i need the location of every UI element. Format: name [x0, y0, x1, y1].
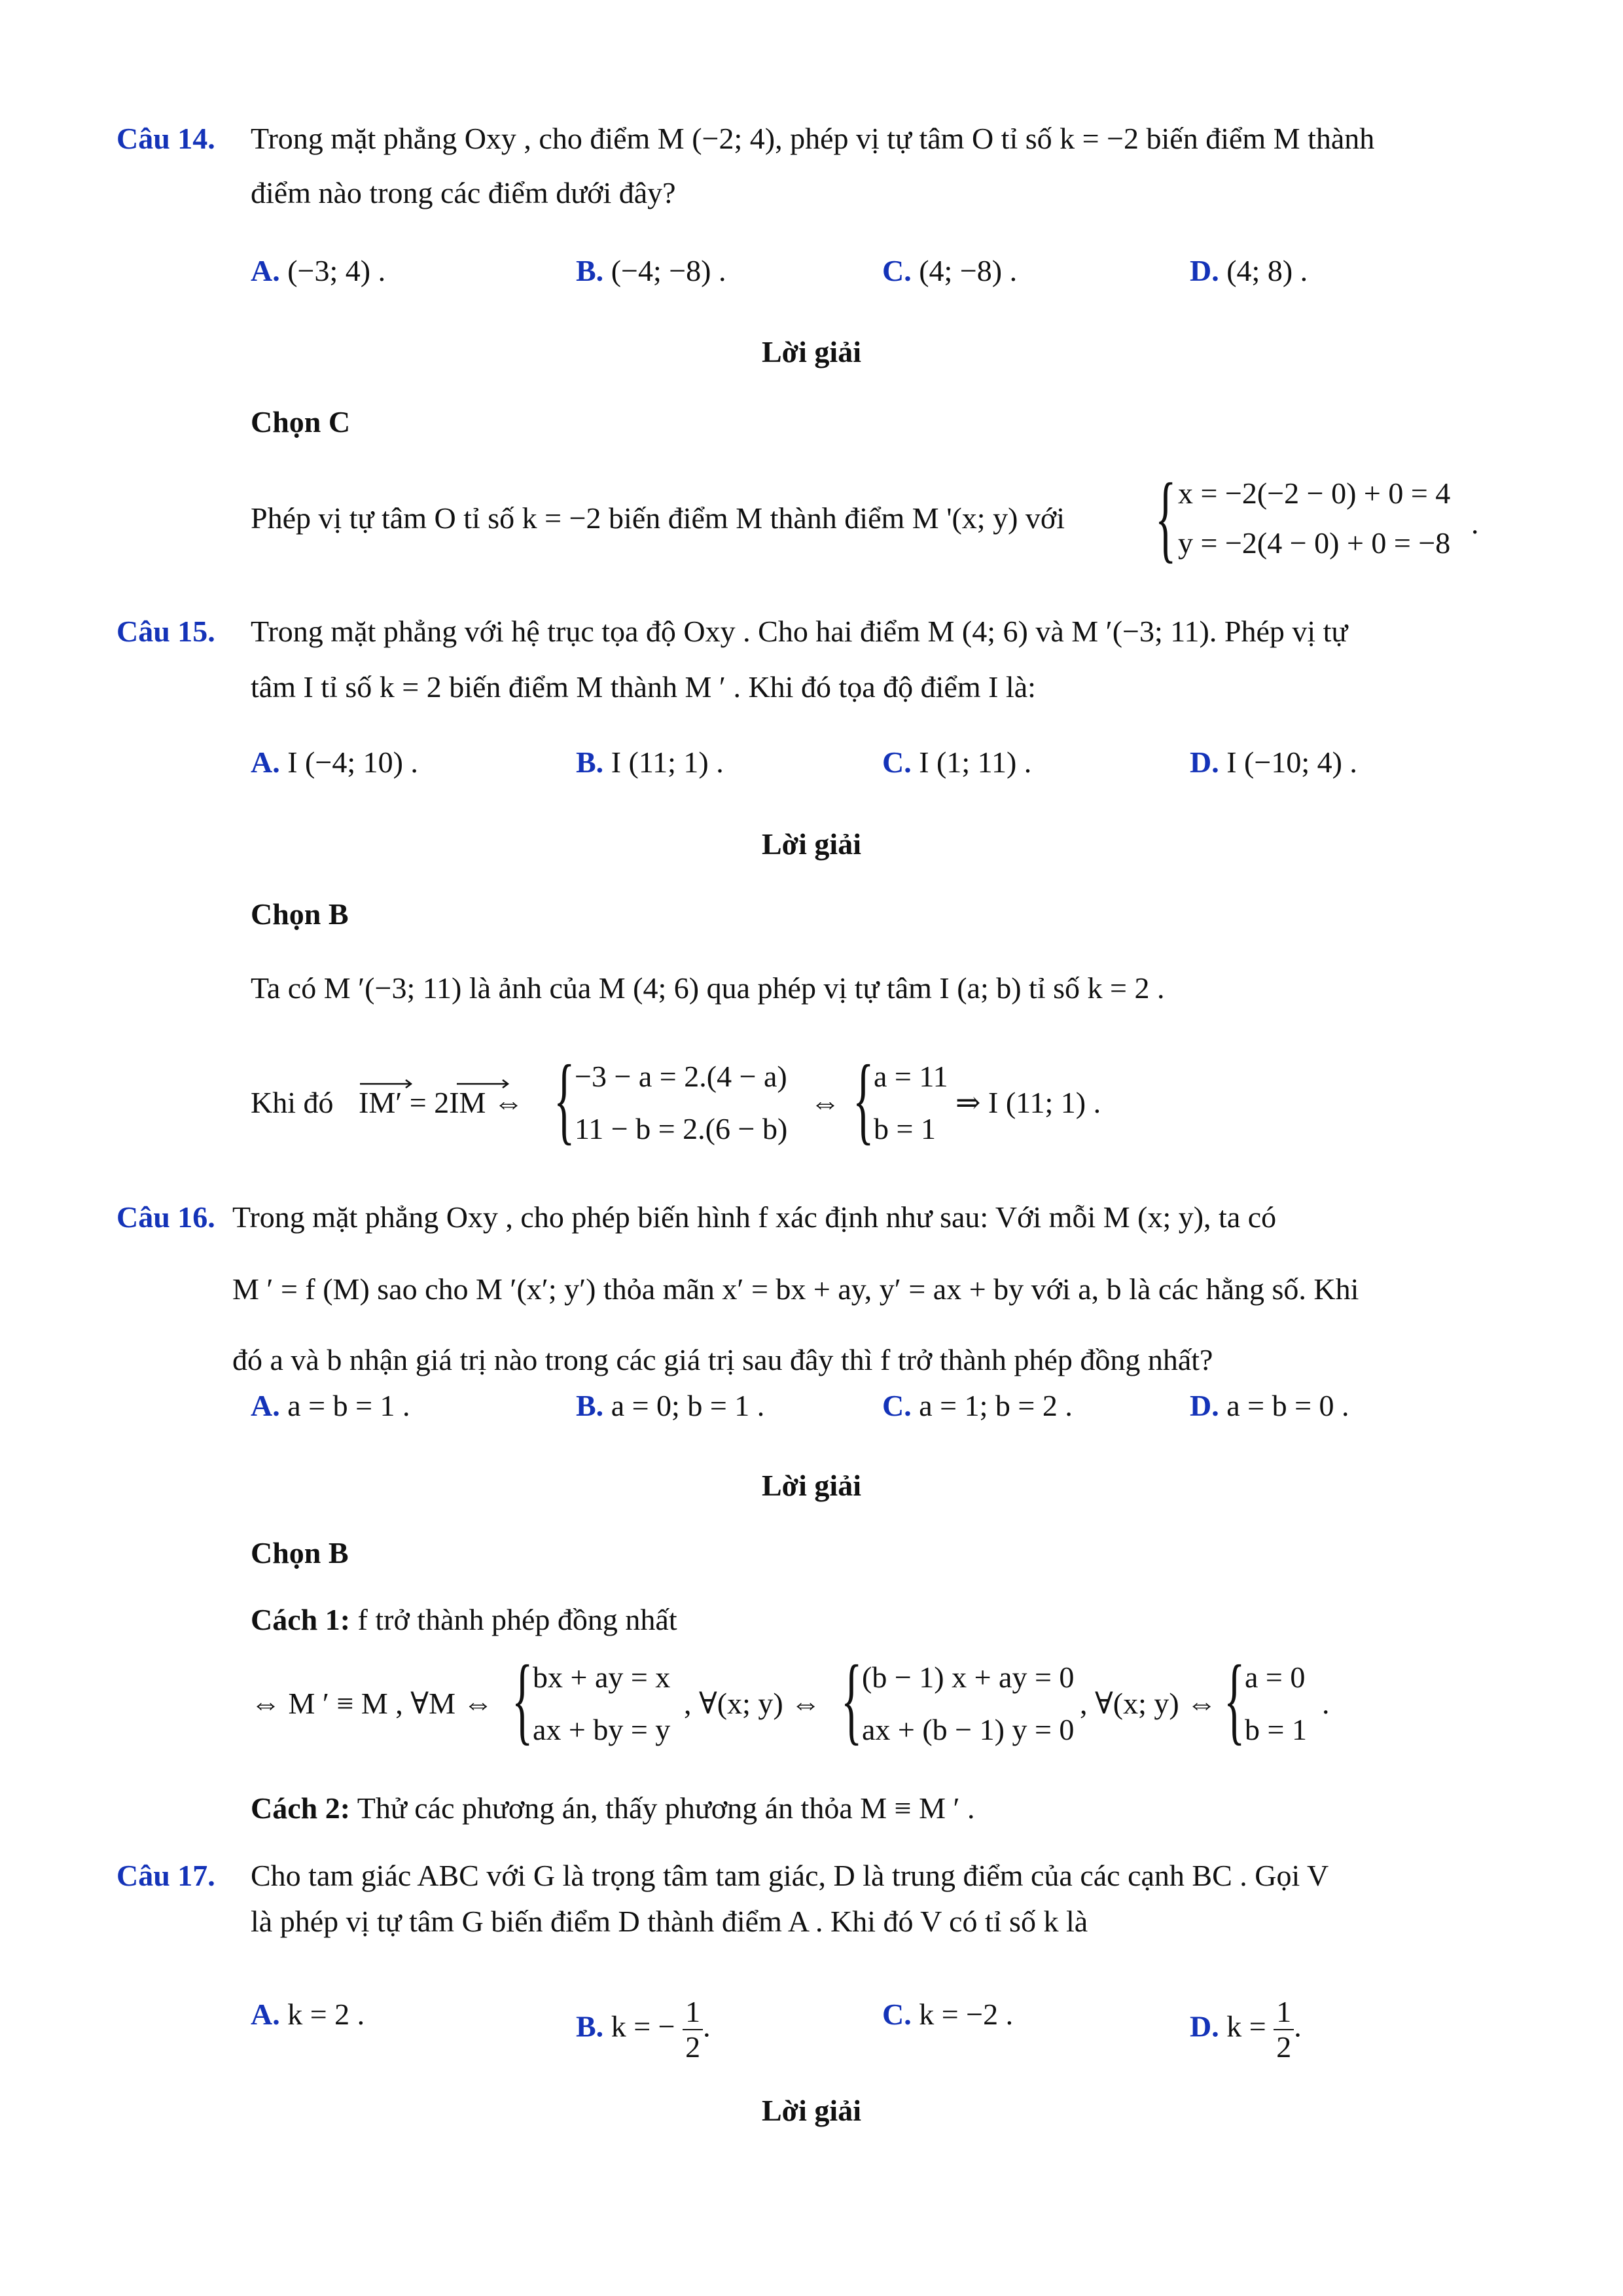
option-text: a = 1; b = 2 .	[919, 1389, 1073, 1422]
option-text: a = b = 1 .	[287, 1389, 410, 1422]
q15-explain1: Ta có M ′(−3; 11) là ảnh của M (4; 6) qua phép vị tự tâm I (a; b) tỉ số k = 2 .	[251, 971, 1165, 1005]
option-text: k = −2 .	[919, 1998, 1014, 2031]
option-label: D.	[1190, 254, 1219, 287]
q16-system1-brace: {	[512, 1645, 533, 1754]
option-text: a = 0; b = 1 .	[611, 1389, 765, 1422]
question-14-line2: điểm nào trong các điểm dưới đây?	[251, 176, 676, 209]
q14-system-line2: y = −2(4 − 0) + 0 = −8	[1178, 526, 1451, 560]
q15-choice: Chọn B	[251, 897, 349, 931]
q15-system1-brace: {	[554, 1045, 575, 1154]
q16-system2-line2: ax + (b − 1) y = 0	[862, 1713, 1075, 1746]
q16-system3-brace: {	[1224, 1645, 1245, 1754]
q14-option-c	[882, 251, 1017, 291]
q15-option-c	[882, 743, 1031, 782]
option-text: (4; −8) .	[919, 254, 1018, 287]
option-text: (4; 8) .	[1226, 254, 1308, 287]
q15-system1-line2: 11 − b = 2.(6 − b)	[575, 1112, 788, 1145]
q15-iff: ⇔	[810, 1086, 840, 1119]
question-15-line2: tâm I tỉ số k = 2 biến điểm M thành M ′ . Khi đó tọa độ điểm I là:	[251, 670, 1036, 704]
q16-cach1	[251, 1600, 677, 1640]
cach2-text: Thử các phương án, thấy phương án thỏa M ≡ M ′ .	[357, 1791, 975, 1825]
fraction-denominator: 2	[1276, 2030, 1292, 2064]
question-14-line1: Trong mặt phẳng Oxy , cho điểm M (−2; 4), phép vị tự tâm O tỉ số k = −2 biến điểm M thành	[251, 122, 1375, 155]
option-label: D.	[1190, 745, 1219, 779]
q16-cach2	[251, 1789, 975, 1828]
option-label: C.	[882, 1998, 912, 2031]
q15-option-a	[251, 743, 418, 782]
question-17-line2: là phép vị tự tâm G biến điểm D thành điểm A . Khi đó V có tỉ số k là	[251, 1905, 1088, 1938]
option-label: D.	[1190, 1389, 1219, 1422]
question-14-label: Câu 14.	[116, 122, 215, 155]
q16-option-d	[1190, 1386, 1349, 1426]
q17-option-d	[1190, 1995, 1302, 2064]
q14-solution-title: Lời giải	[762, 335, 861, 368]
q14-option-b	[576, 251, 726, 291]
option-label: A.	[251, 1998, 280, 2031]
option-text: I (11; 1) .	[611, 745, 724, 779]
q16-option-a	[251, 1386, 410, 1426]
q15-vector-arrows	[359, 1077, 516, 1090]
q15-system1-line1: −3 − a = 2.(4 − a)	[575, 1060, 787, 1093]
option-pre: k =	[1226, 2009, 1266, 2043]
q14-option-d	[1190, 251, 1308, 291]
option-label: B.	[576, 745, 604, 779]
option-label: D.	[1190, 2009, 1219, 2043]
q15-solution-title: Lời giải	[762, 827, 861, 861]
q16-system2-line1: (b − 1) x + ay = 0	[862, 1660, 1075, 1694]
q15-khi-do: Khi đó	[251, 1086, 334, 1119]
q16-system2-brace: {	[841, 1645, 863, 1754]
fraction	[1274, 1995, 1294, 2064]
question-15-label: Câu 15.	[116, 615, 215, 648]
question-16-line3: đó a và b nhận giá trị nào trong các giá trị sau đây thì f trở thành phép đồng nhất?	[232, 1343, 1213, 1376]
q15-system2-line2: b = 1	[874, 1112, 936, 1145]
q16-system3-line2: b = 1	[1245, 1713, 1307, 1746]
q14-system-brace: {	[1155, 463, 1177, 572]
option-pre: k = −	[611, 2009, 675, 2043]
cach2-label: Cách 2:	[251, 1791, 351, 1825]
question-17-label: Câu 17.	[116, 1859, 215, 1892]
q14-system-end: .	[1471, 507, 1479, 540]
question-16-line1: Trong mặt phẳng Oxy , cho phép biến hình f xác định như sau: Với mỗi M (x; y), ta có	[232, 1200, 1277, 1234]
fraction-denominator: 2	[685, 2030, 701, 2064]
q14-explain: Phép vị tự tâm O tỉ số k = −2 biến điểm M thành điểm M '(x; y) với	[251, 501, 1065, 535]
q14-option-a	[251, 251, 385, 291]
option-label: C.	[882, 745, 912, 779]
q16-system2-after: , ∀(x; y) ⇔	[1080, 1687, 1217, 1720]
q16-system1-line2: ax + by = y	[533, 1713, 671, 1746]
q14-choice: Chọn C	[251, 405, 351, 439]
option-text: (−4; −8) .	[611, 254, 726, 287]
q16-solution-title: Lời giải	[762, 1469, 861, 1502]
q17-option-a	[251, 1995, 365, 2034]
question-16-label: Câu 16.	[116, 1200, 215, 1234]
option-label: C.	[882, 254, 912, 287]
q15-vector-eq: IM′ = 2IM ⇔	[359, 1086, 524, 1119]
q15-system2-brace: {	[853, 1045, 874, 1154]
q16-system3-after: .	[1322, 1687, 1330, 1720]
option-text: I (1; 11) .	[919, 745, 1032, 779]
option-post: .	[703, 2009, 711, 2043]
q15-system2-line1: a = 11	[874, 1060, 948, 1093]
option-text: I (−4; 10) .	[287, 745, 418, 779]
fraction	[683, 1995, 703, 2064]
option-text: k = 2 .	[287, 1998, 365, 2031]
cach1-label: Cách 1:	[251, 1603, 351, 1636]
q17-option-c	[882, 1995, 1013, 2034]
option-text: (−3; 4) .	[287, 254, 386, 287]
option-label: B.	[576, 1389, 604, 1422]
q16-system3-line1: a = 0	[1245, 1660, 1306, 1694]
fraction-numerator: 1	[1274, 1995, 1294, 2030]
option-text: I (−10; 4) .	[1226, 745, 1357, 779]
option-text: a = b = 0 .	[1226, 1389, 1349, 1422]
q17-solution-title: Lời giải	[762, 2094, 861, 2127]
cach1-text: f trở thành phép đồng nhất	[357, 1603, 677, 1636]
q16-system1-line1: bx + ay = x	[533, 1660, 671, 1694]
option-label: B.	[576, 254, 604, 287]
option-label: A.	[251, 745, 280, 779]
question-15-line1: Trong mặt phẳng với hệ trục tọa độ Oxy . Cho hai điểm M (4; 6) và M ′(−3; 11). Phép vị tự	[251, 615, 1348, 648]
option-label: B.	[576, 2009, 604, 2043]
q16-option-b	[576, 1386, 764, 1426]
q15-result: ⇒ I (11; 1) .	[955, 1086, 1101, 1119]
q16-choice: Chọn B	[251, 1536, 349, 1570]
option-post: .	[1294, 2009, 1302, 2043]
fraction-numerator: 1	[683, 1995, 703, 2030]
q17-option-b	[576, 1995, 711, 2064]
option-label: A.	[251, 254, 280, 287]
q14-system-line1: x = −2(−2 − 0) + 0 = 4	[1178, 476, 1451, 510]
option-label: A.	[251, 1389, 280, 1422]
q15-option-b	[576, 743, 724, 782]
question-17-line1: Cho tam giác ABC với G là trọng tâm tam giác, D là trung điểm của các cạnh BC . Gọi V	[251, 1859, 1329, 1892]
q15-option-d	[1190, 743, 1357, 782]
option-label: C.	[882, 1389, 912, 1422]
q16-eq-start: ⇔ M ′ ≡ M , ∀M ⇔	[251, 1687, 493, 1720]
q16-system1-after: , ∀(x; y) ⇔	[684, 1687, 821, 1720]
q16-option-c	[882, 1386, 1073, 1426]
question-16-line2: M ′ = f (M) sao cho M ′(x′; y′) thỏa mãn x′ = bx + ay, y′ = ax + by với a, b là các hằng số. Khi	[232, 1272, 1359, 1306]
